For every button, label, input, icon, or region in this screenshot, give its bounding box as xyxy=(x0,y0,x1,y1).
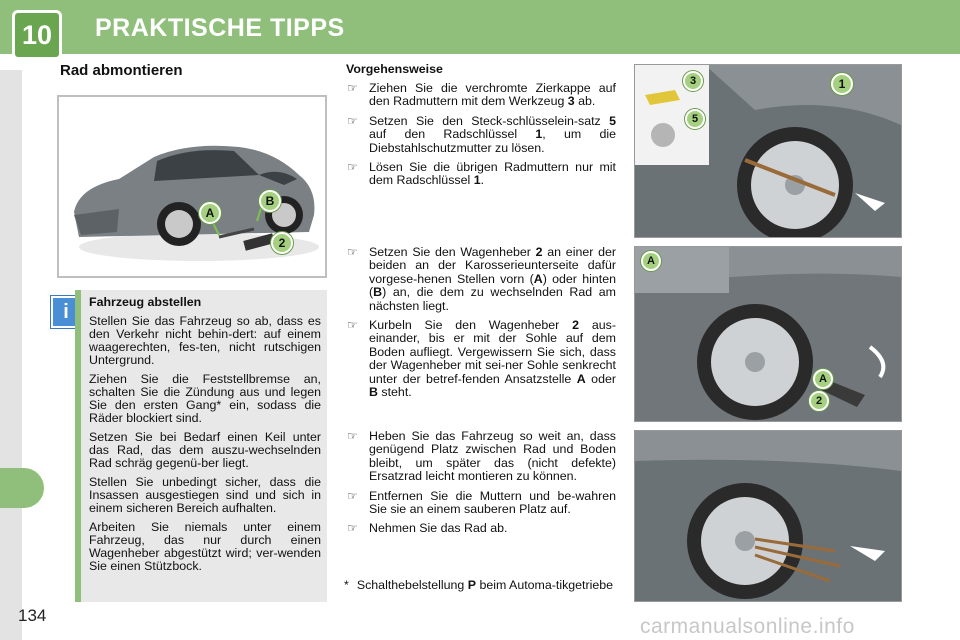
step-text: . xyxy=(480,173,485,188)
info-icon: i xyxy=(51,296,81,328)
photo-wrench-wheel xyxy=(634,64,902,238)
step-text: oder xyxy=(585,371,616,386)
info-paragraph: Setzen Sie bei Bedarf einen Keil unter das Rad, das dem auszu-wechselnden Rad schräg gegenü-ber liegt. xyxy=(89,430,321,470)
step-reference: B xyxy=(373,285,383,300)
procedure-step xyxy=(344,115,616,155)
procedure-title: Vorgehensweise xyxy=(346,62,443,76)
info-paragraph: Stellen Sie unbedingt sicher, dass die Insassen ausgestiegen sind und sich in einem sicheren Bereich aufhalten. xyxy=(89,475,321,515)
step-text: ) an, die dem zu wechselnden Rad am nächsten liegt. xyxy=(369,285,616,313)
footnote-star: * xyxy=(344,578,349,592)
step-reference: 1 xyxy=(535,127,543,142)
photo-3-drawing xyxy=(635,431,901,601)
photo-label-2: 2 xyxy=(809,391,829,411)
pointing-hand-icon: ☞ xyxy=(347,81,358,95)
label-a-marker: A xyxy=(199,202,221,224)
info-box xyxy=(75,290,327,602)
procedure-step xyxy=(344,522,616,535)
photo-label-a-2: A xyxy=(813,369,833,389)
footnote-text-end: beim Automa-tikgetriebe xyxy=(476,578,614,592)
step-text: Nehmen Sie das Rad ab. xyxy=(369,521,508,536)
photo-label-3: 3 xyxy=(683,71,703,91)
pointing-hand-icon: ☞ xyxy=(347,488,358,503)
step-text: steht. xyxy=(377,385,412,400)
label-b-marker: B xyxy=(259,190,281,212)
procedure-steps-group-1 xyxy=(344,82,616,194)
side-tab xyxy=(0,70,22,640)
step-text: Ziehen Sie die verchromte Zierkappe auf den Radmuttern mit dem Werkzeug xyxy=(369,81,616,109)
step-text: ab. xyxy=(574,94,596,109)
footnote xyxy=(344,579,632,592)
step-text: aus-einander, bis er mit der Sohle auf dem Boden aufliegt. Vergewissern Sie sich, dass der Wagenheber mit sei-ner Sohle senkrecht unter der betref-fenden Ansatzstelle xyxy=(369,318,616,386)
step-text: Lösen Sie die übrigen Radmuttern nur mit dem Radschlüssel xyxy=(369,160,616,188)
footnote-bold: P xyxy=(467,578,476,592)
pointing-hand-icon: ☞ xyxy=(347,318,358,333)
info-box-title: Fahrzeug abstellen xyxy=(89,295,202,309)
label-2-marker: 2 xyxy=(271,232,293,254)
chapter-tab-marker xyxy=(0,468,44,508)
step-text: ) oder hinten ( xyxy=(369,271,617,300)
pointing-hand-icon: ☞ xyxy=(347,113,358,128)
section-title: Rad abmontieren xyxy=(60,62,183,79)
photo-label-5: 5 xyxy=(685,109,705,129)
photo-2-drawing xyxy=(635,247,901,421)
step-reference: 2 xyxy=(535,245,543,259)
page-title: PRAKTISCHE TIPPS xyxy=(95,14,345,42)
watermark: carmanualsonline.info xyxy=(640,615,855,638)
step-text: auf den Radschlüssel xyxy=(369,127,536,142)
step-reference: 5 xyxy=(609,113,616,128)
photo-wheel-removal xyxy=(634,430,902,602)
step-reference: A xyxy=(533,271,543,286)
photo-label-a: A xyxy=(641,251,661,271)
procedure-step xyxy=(344,430,616,484)
procedure-steps-group-3 xyxy=(344,430,616,542)
step-text: Heben Sie das Fahrzeug so weit an, dass genügend Platz zwischen Rad und Boden bleibt, um später das (nicht defekte) Ersatzrad leicht montieren zu können. xyxy=(369,429,616,484)
step-text: an einer der beiden an der Karosserieunterseite dafür vorgese-henen Stellen vorn ( xyxy=(369,245,616,286)
procedure-step xyxy=(344,161,616,188)
photo-1-drawing xyxy=(635,65,901,237)
procedure-steps-group-2 xyxy=(344,246,616,405)
step-reference: 3 xyxy=(567,94,575,109)
procedure-step xyxy=(344,490,616,517)
step-text: Setzen Sie den Steck-schlüsselein-satz xyxy=(369,113,610,128)
procedure-step xyxy=(344,246,616,313)
page-number: 134 xyxy=(18,606,47,625)
chapter-number: 10 xyxy=(12,10,62,60)
step-text: Kurbeln Sie den Wagenheber xyxy=(369,318,573,333)
footnote-text: Schalthebelstellung xyxy=(356,578,468,592)
procedure-step xyxy=(344,319,616,399)
step-reference: 1 xyxy=(473,173,481,188)
pointing-hand-icon: ☞ xyxy=(347,429,358,443)
step-text: Entfernen Sie die Muttern und be-wahren Sie sie an einem sauberen Platz auf. xyxy=(369,488,616,517)
step-reference: A xyxy=(576,371,586,386)
photo-label-1: 1 xyxy=(831,73,853,95)
step-text: Setzen Sie den Wagenheber xyxy=(369,245,536,259)
info-paragraph: Ziehen Sie die Feststellbremse an, schalten Sie die Zündung aus und legen Sie den ersten Gang* ein, sodass die Räder blockiert sind. xyxy=(89,372,321,425)
step-text: , um die Diebstahlschutzmutter zu lösen. xyxy=(369,127,616,155)
procedure-step xyxy=(344,82,616,109)
info-paragraph: Arbeiten Sie niemals unter einem Fahrzeug, das nur durch einen Wagenheber abgestützt wird; ver-wenden Sie einen Stützbock. xyxy=(89,520,321,573)
info-paragraph: Stellen Sie das Fahrzeug so ab, dass es den Verkehr nicht behin-dert: auf einem waagerechten, fes-ten, nicht rutschigen Untergrund. xyxy=(89,314,321,367)
step-reference: 2 xyxy=(572,318,580,333)
pointing-hand-icon: ☞ xyxy=(347,245,358,259)
pointing-hand-icon: ☞ xyxy=(347,521,358,536)
car-illustration xyxy=(57,95,327,278)
step-reference: B xyxy=(369,385,378,400)
pointing-hand-icon: ☞ xyxy=(347,160,358,175)
photo-jack-placement xyxy=(634,246,902,422)
